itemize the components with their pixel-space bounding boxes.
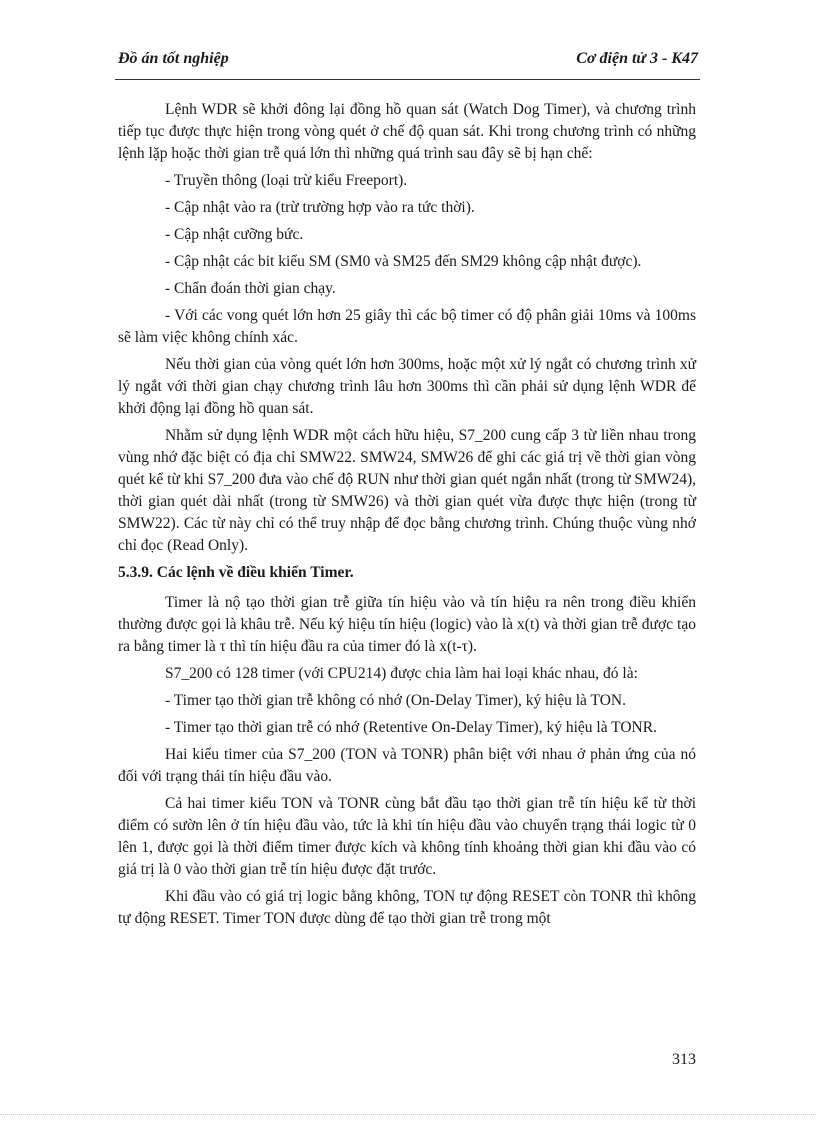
list-item: - Timer tạo thời gian trễ không có nhớ (On-Delay Timer), ký hiệu là TON. <box>165 692 626 709</box>
paragraph-timer-def: Timer là nộ tạo thời gian trễ giữa tín hiệu vào và tín hiệu ra nên trong điều khiển thường được gọi là khâu trễ. Nếu ký hiệu tín hiệu (logic) vào là x(t) và thời gian trễ được tạo ra bằng timer là τ thì tín hiệu đầu ra của timer đó là x(t-τ). <box>118 594 696 655</box>
paragraph-timer-types: S7_200 có 128 timer (với CPU214) được chia làm hai loại khác nhau, đó là: <box>165 665 638 682</box>
paragraph-trigger: Cả hai timer kiểu TON và TONR cùng bắt đầu tạo thời gian trễ tín hiệu kể từ thời điểm có sườn lên ở tín hiệu đầu vào, tức là khi tín hiệu đầu vào chuyển trạng thái logic từ 0 lên 1, được gọi là thời điểm timer được kích và không tính khoảng thời gian khi đầu vào có giá trị là 0 vào thời gian trễ tín hiệu được đặt trước. <box>118 795 696 878</box>
list-item: - Cập nhật các bit kiểu SM (SM0 và SM25 đến SM29 không cập nhật được). <box>165 253 642 270</box>
header-title-left: Đồ án tốt nghiệp <box>118 50 229 67</box>
page-bottom-border <box>0 1114 816 1115</box>
paragraph-smw: Nhằm sử dụng lệnh WDR một cách hữu hiệu, S7_200 cung cấp 3 từ liền nhau trong vùng nhớ đặc biệt có địa chỉ SMW22. SMW24, SMW26 để ghi các giá trị về thời gian vòng quét kể từ khi S7_200 đưa vào chế độ RUN như thời gian quét ngắn nhất (trong từ SMW24), thời gian quét dài nhất (trong từ SMW26) và thời gian quét vừa được thực hiện (trong từ SMW22). Các từ này chỉ có thể truy nhập để đọc bằng chương trình. Chúng thuộc vùng nhớ chỉ đọc (Read Only). <box>118 427 696 554</box>
page-header <box>118 50 698 74</box>
list-item: - Chẩn đoán thời gian chạy. <box>165 280 336 297</box>
paragraph-reset: Khi đầu vào có giá trị logic bằng không, TON tự động RESET còn TONR thì không tự động RESET. Timer TON được dùng để tạo thời gian trễ trong một <box>118 888 696 927</box>
list-item: - Với các vong quét lớn hơn 25 giây thì các bộ timer có độ phân giải 10ms và 100ms sẽ làm việc không chính xác. <box>118 307 696 346</box>
paragraph-wdr-intro: Lệnh WDR sẽ khởi đông lại đồng hồ quan sát (Watch Dog Timer), và chương trình tiếp tục được thực hiện trong vòng quét ở chế độ quan sát. Khi trong chương trình có những lệnh lặp hoặc thời gian trễ quá lớn thì những quá trình sau đây sẽ bị hạn chế: <box>118 101 696 162</box>
paragraph-ton-tonr: Hai kiểu timer của S7_200 (TON và TONR) phân biệt với nhau ở phản ứng của nó đối với trạng thái tín hiệu đầu vào. <box>118 746 696 785</box>
header-divider <box>115 79 700 80</box>
paragraph-scan-time: Nếu thời gian của vòng quét lớn hơn 300ms, hoặc một xử lý ngắt có chương trình xử lý ngắt với thời gian chạy chương trình lâu hơn 300ms thì cần phải sử dụng lệnh WDR để khởi động lại đồng hồ quan sát. <box>118 356 696 417</box>
section-heading: 5.3.9. Các lệnh về điều khiển Timer. <box>118 564 354 581</box>
list-item: - Cập nhật cưỡng bức. <box>165 226 304 243</box>
list-item: - Timer tạo thời gian trễ có nhớ (Retentive On-Delay Timer), ký hiệu là TONR. <box>165 719 657 736</box>
list-item: - Cập nhật vào ra (trừ trường hợp vào ra tức thời). <box>165 199 475 216</box>
page-body <box>118 99 696 930</box>
page-number: 313 <box>672 1051 696 1068</box>
list-item: - Truyền thông (loại trừ kiểu Freeport). <box>165 172 408 189</box>
header-title-right: Cơ điện tử 3 - K47 <box>576 50 698 67</box>
